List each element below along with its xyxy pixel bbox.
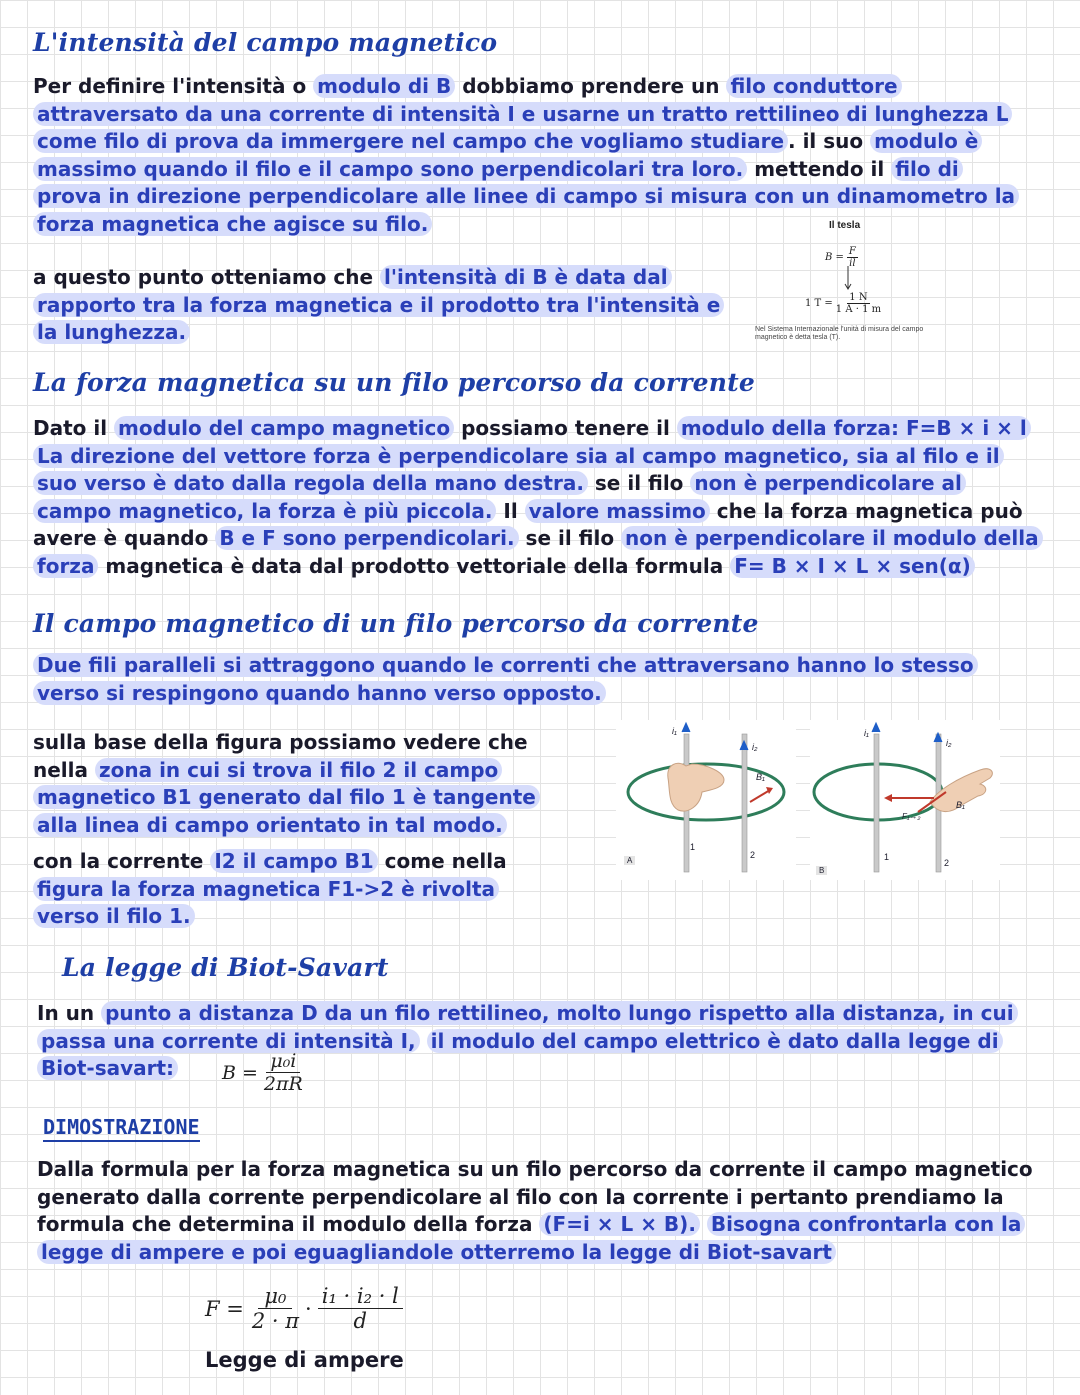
highlighted-text: non è perpendicolare al campo magnetico, la forza è più piccola. [33,471,966,523]
text-run: magnetica è data dal prodotto vettoriale della formula [98,553,731,578]
highlighted-text: modulo di B [313,74,455,98]
paragraph-biot-savart [37,1000,1047,1083]
formula-ampere-lhs: F = [205,1296,244,1321]
formula-biot-savart [222,1050,303,1095]
highlighted-text: (F=i × L × B). [539,1212,700,1236]
figure-panel-a [616,720,796,880]
highlighted-text: La direzione del vettore forza è perpendicolare sia al campo magnetico, sia al filo e il suo verso è dato dalla regola della mano destra. [33,444,1004,496]
demo-title: DIMOSTRAZIONE [43,1114,200,1142]
highlighted-text: il modulo del campo elettrico è dato dalla legge di Biot-savart: [37,1029,1003,1081]
paragraph-corrente-i2 [33,848,553,931]
text-run: Per definire l'intensità o [33,74,314,98]
section-title-biot-savart: La legge di Biot-Savart [62,953,389,982]
highlighted-text: filo conduttore attraversato da una corrente di intensità I e usarne un tratto rettilineo di lunghezza L come filo di prova da immergere nel campo che vogliamo studiare [33,74,1012,153]
paragraph-intensita-2 [33,264,723,347]
formula-ampere-num1: μ₀ [258,1284,292,1309]
tesla-caption: Nel Sistema Internazionale l'unità di misura del campo magnetico è detta tesla (T). [755,326,924,341]
figure-panel-b [810,720,1000,880]
paragraph-intensita-1 [33,73,1023,239]
highlighted-text: valore massimo [525,499,710,523]
figure-a-panel-label: A [624,856,635,865]
figure-b-drawing [810,720,1000,880]
figure-b-wire2-label: 2 [944,858,950,868]
highlighted-text: non è perpendicolare il modulo della forza [33,526,1043,578]
tesla-b-num: F [848,246,856,257]
text-run: come nella [377,849,507,873]
section-title-forza: La forza magnetica su un filo percorso da corrente [33,368,755,397]
figure-a-drawing [616,720,796,880]
highlighted-text: l'intensità di B è data dal rapporto tra la forza magnetica e il prodotto tra l'intensità e la lunghezza. [33,265,724,344]
figure-b-panel-label: B [816,866,827,875]
section-title-intensita: L'intensità del campo magnetico [33,28,498,57]
figure-a-wire1-label: 1 [690,842,696,852]
tesla-b-den: il [849,258,856,269]
highlighted-text: filo di prova in direzione perpendicolare alle linee di campo si misura con un dinamometro la forza magnetica che agisce su filo. [33,157,1019,236]
paragraph-forza [33,415,1043,581]
figure-b-i1-label: i₁ [864,728,869,738]
tesla-t-num: 1 N [849,292,868,303]
text-run: dobbiamo prendere un [455,74,727,98]
figure-b-i2-label: i₂ [946,738,952,748]
figure-b-b1-label: B₁ [956,800,965,810]
formula-ampere-num2: i₁ · i₂ · l [318,1284,403,1309]
paragraph-fili-paralleli [33,652,1033,707]
text-run: che la forza magnetica può avere è quando [33,498,1023,551]
section-title-campo-filo: Il campo magnetico di un filo percorso da corrente [33,609,759,638]
formula-bs-den: 2πR [263,1073,303,1095]
text-run: . il suo [788,129,871,154]
text-run: Dato il [33,416,115,440]
formula-ampere-den2: d [353,1309,367,1333]
text-run: Il [496,498,525,523]
figure-a-i2-label: i₂ [752,742,758,752]
highlighted-text: punto a distanza D da un filo rettilineo, molto lungo rispetto alla distanza, in cui passa una corrente di intensità I, [37,1001,1018,1053]
text-run: se il filo [587,471,691,496]
tesla-b-lhs: B = [825,252,844,263]
text-run: se il filo [518,526,622,551]
paragraph-dimostrazione [37,1156,1047,1266]
text-run: mettendo il [747,156,892,181]
highlighted-text: modulo è massimo quando il filo e il campo sono perpendicolari tra loro. [33,129,982,181]
highlighted-text: zona in cui si trova il filo 2 il campo magnetico B1 generato dal filo 1 è tangente alla linea di campo orientato in tal modo. [33,758,540,837]
text-run: a questo punto otteniamo che [33,265,380,289]
formula-ampere-den1: 2 · π [251,1309,300,1333]
tesla-box-title: Il tesla [829,220,861,231]
highlighted-text: Due fili paralleli si attraggono quando le correnti che attraversano hanno lo stesso verso si respingono quando hanno verso opposto. [33,653,978,705]
highlighted-text: Bisogna confrontarla con la legge di ampere e poi eguagliandole otterremo la legge di Biot-savart [37,1212,1025,1264]
text-run: In un [37,1001,102,1025]
formula-ampere: F = $\frac{\text{μ₀}}{2 \cdot \pi}$ · i₁ · i₂ · l d [205,1284,403,1333]
tesla-box [745,218,955,348]
text-run [420,1029,427,1053]
figure-b-wire1-label: 1 [884,852,890,862]
formula-bs-num: μ₀i [266,1050,300,1073]
figure-a-b1-label: B₁ [756,772,765,782]
tesla-t-den: 1 A · 1 m [835,304,882,315]
text-run [700,1212,707,1236]
tesla-t-lhs: 1 T = [805,298,833,309]
label-legge-ampere: Legge di ampere [205,1348,404,1372]
highlighted-text: B e F sono perpendicolari. [215,526,518,550]
tesla-arrow-down [843,266,853,292]
figure-a-i1-label: i₁ [672,726,677,736]
highlighted-text: modulo del campo magnetico [114,416,454,440]
text-run: con la corrente [33,849,211,873]
formula-bs-lhs: B = [222,1061,258,1084]
highlighted-text: I2 il campo B1 [210,849,377,873]
highlighted-text: F= B × I × L × sen(α) [730,554,975,578]
figure-a-wire2-label: 2 [750,850,756,860]
highlighted-text: modulo della forza: F=B × i × l [677,416,1031,440]
text-run: possiamo tenere il [454,416,677,440]
highlighted-text: figura la forza magnetica F1->2 è rivolta verso il filo 1. [33,877,499,929]
text-run: sulla base della figura possiamo vedere che nella [33,730,528,782]
figure-b-f12-label: F₁→₂ [902,812,921,821]
text-run: Dalla formula per la forza magnetica su un filo percorso da corrente il campo magnetico generato dalla corrente perpendicolare al filo con la corrente i pertanto prendiamo la formula che determina il modulo della forza [37,1157,1033,1237]
paragraph-figura [33,729,568,839]
